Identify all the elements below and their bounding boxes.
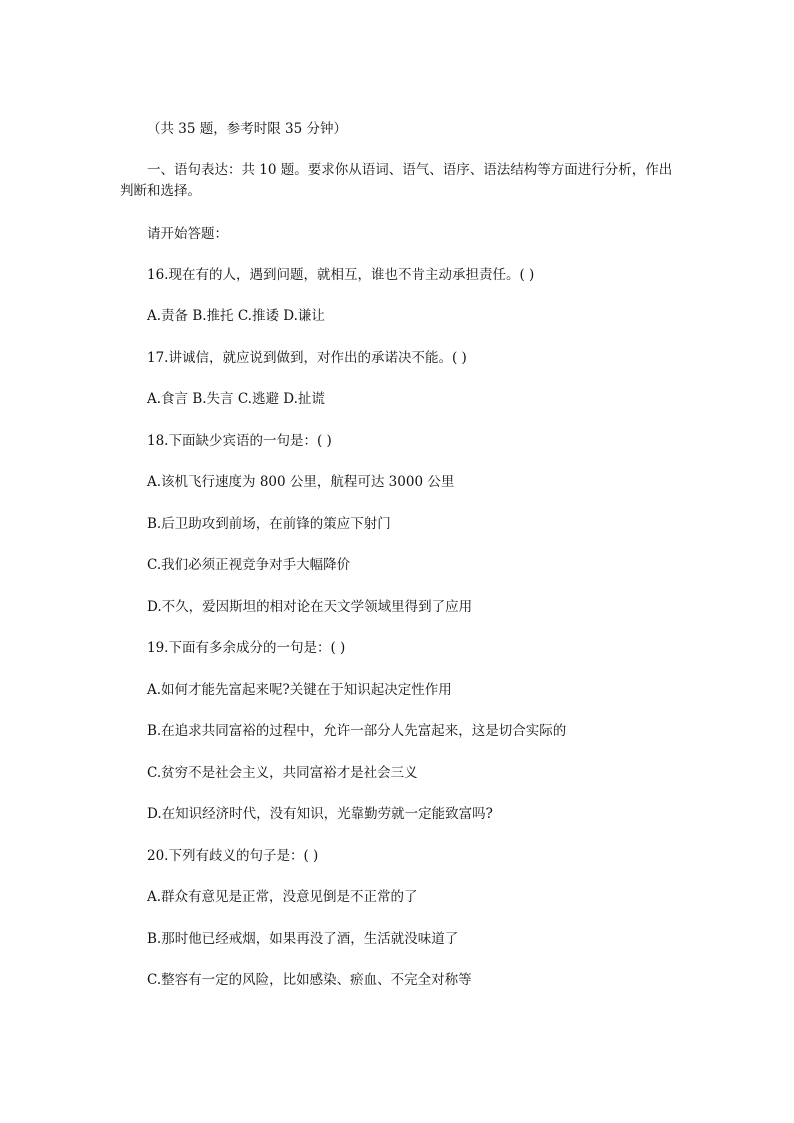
- question-18-option-c: C.我们必须正视竞争对手大幅降价: [147, 557, 351, 573]
- question-18-option-b: B.后卫助攻到前场，在前锋的策应下射门: [147, 516, 391, 532]
- question-19-option-c: C.贫穷不是社会主义，共同富裕才是社会三义: [147, 765, 418, 781]
- question-16-stem: 16.现在有的人，遇到问题，就相互，谁也不肯主动承担责任。( ): [147, 267, 535, 283]
- question-19-stem: 19.下面有多余成分的一句是：( ): [147, 640, 346, 656]
- question-20-option-c: C.整容有一定的风险，比如感染、瘀血、不完全对称等: [147, 972, 472, 988]
- question-17-options: A.食言 B.失言 C.逃避 D.扯谎: [147, 391, 325, 407]
- question-16-options: A.责备 B.推托 C.推诿 D.谦让: [147, 308, 325, 324]
- question-20-option-b: B.那时他已经戒烟，如果再没了酒，生活就没味道了: [147, 931, 459, 947]
- question-19-option-d: D.在知识经济时代，没有知识，光靠勤劳就一定能致富吗?: [147, 806, 493, 822]
- question-18-option-d: D.不久，爱因斯坦的相对论在天文学领域里得到了应用: [147, 599, 473, 615]
- exam-subtitle: （共 35 题，参考时限 35 分钟）: [147, 121, 348, 137]
- question-20-stem: 20.下列有歧义的句子是：( ): [147, 848, 319, 864]
- question-18-option-a: A.该机飞行速度为 800 公里，航程可达 3000 公里: [147, 474, 455, 490]
- question-19-option-a: A.如何才能先富起来呢?关键在于知识起决定性作用: [147, 682, 452, 698]
- section-intro: 一、语句表达：共 10 题。要求你从语词、语气、语序、语法结构等方面进行分析，作出判断和选择。: [120, 162, 673, 199]
- question-20-option-a: A.群众有意见是正常，没意见倒是不正常的了: [147, 889, 418, 905]
- question-19-option-b: B.在追求共同富裕的过程中，允许一部分人先富起来，这是切合实际的: [147, 723, 567, 739]
- start-prompt: 请开始答题：: [147, 226, 228, 242]
- question-18-stem: 18.下面缺少宾语的一句是：( ): [147, 433, 332, 449]
- question-17-stem: 17.讲诚信，就应说到做到，对作出的承诺决不能。( ): [147, 350, 467, 366]
